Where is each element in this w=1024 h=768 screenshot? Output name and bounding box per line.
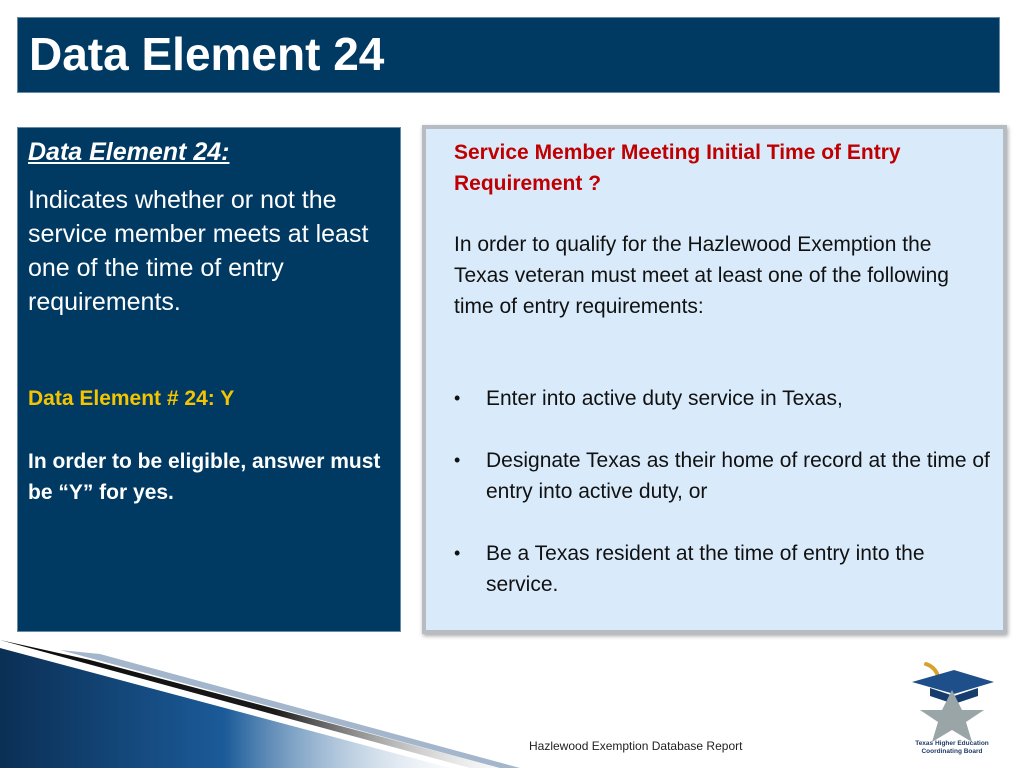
left-info-panel: [17, 127, 401, 632]
thecb-logo: [902, 660, 1002, 766]
bullet-dot-icon: •: [454, 388, 461, 408]
eligibility-note: In order to be eligible, answer must be “Y” for yes.: [28, 450, 381, 504]
bullet-dot-icon: •: [454, 450, 461, 470]
decorative-swoosh: [0, 640, 1024, 768]
logo-label: [902, 740, 1002, 756]
left-panel-heading: Data Element 24:: [28, 138, 230, 166]
requirement-item: [454, 383, 994, 414]
requirements-list: [454, 383, 994, 631]
requirements-intro: In order to qualify for the Hazlewood Exemption the Texas veteran must meet at least one of the following time of entry requirements:: [454, 233, 949, 318]
requirement-text: Enter into active duty service in Texas,: [486, 387, 843, 410]
requirement-item: [454, 445, 994, 507]
logo-label-line1: Texas Higher Education: [915, 740, 989, 747]
requirement-item: [454, 538, 994, 600]
data-element-value: Data Element # 24: Y: [28, 387, 235, 410]
slide-title: Data Element 24: [29, 28, 385, 80]
requirements-heading: Service Member Meeting Initial Time of Entry Requirement ?: [454, 141, 901, 195]
logo-label-line2: Coordinating Board: [921, 748, 983, 755]
footer-report-name: Hazlewood Exemption Database Report: [529, 739, 743, 753]
bullet-dot-icon: •: [454, 543, 461, 563]
left-panel-description: Indicates whether or not the service member meets at least one of the time of entry requirements.: [28, 186, 369, 316]
requirement-text: Be a Texas resident at the time of entry into the service.: [486, 542, 925, 596]
requirement-text: Designate Texas as their home of record at the time of entry into active duty, or: [486, 449, 990, 503]
right-requirements-panel: [422, 125, 1007, 634]
star-graduation-cap-logo-icon: [902, 660, 1002, 742]
title-bar: [17, 17, 1000, 93]
